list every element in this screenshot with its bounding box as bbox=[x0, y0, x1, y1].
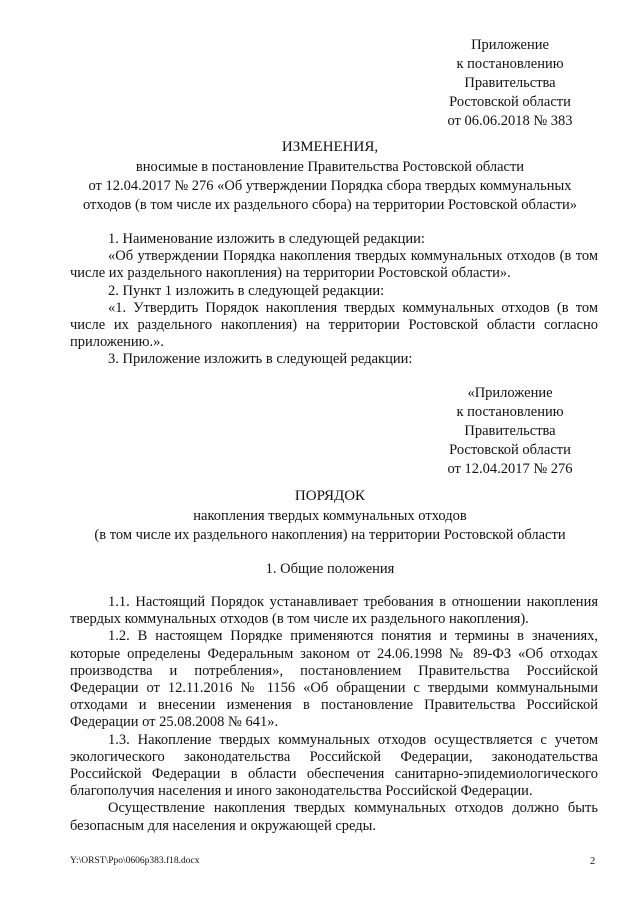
amendment-paragraph: 3. Приложение изложить в следующей редакции: bbox=[108, 351, 413, 368]
amendment-paragraph: 2. Пункт 1 изложить в следующей редакции: bbox=[108, 282, 385, 299]
changes-title bbox=[60, 138, 600, 215]
inner-appendix-header-line: к постановлению bbox=[456, 404, 564, 420]
amendment-paragraph: «Об утверждении Порядка накопления твердых коммунальных отходов (в том числе их раздельного накопления) на территории Ростовской области». bbox=[70, 248, 598, 282]
section-paragraph: 1.3. Накопление твердых коммунальных отходов осуществляется с учетом экологического законодательства Российской Федерации, законодательства Российской Федерации в области обеспечения санитарно-эпидемиологического благополучия населения и иного законодательства Российской Федерации. bbox=[70, 731, 598, 800]
section-title: 1. Общие положения bbox=[265, 561, 395, 577]
procedure-heading: ПОРЯДОК bbox=[294, 488, 366, 504]
section-paragraph: 1.2. В настоящем Порядке применяются понятия и термины в значениях, которые определены Федеральным законом от 24.06.1998 № 89-ФЗ «Об отходах производства и потребления», постановлением Правительства Российской Федерации от 12.11.2016 № 1156 «Об обращении с твердыми коммунальными отходами и внесении изменения в постановление Правительства Российской Федерации от 25.08.2008 № 641». bbox=[70, 628, 598, 731]
procedure-subtitle-line: накопления твердых коммунальных отходов bbox=[193, 508, 467, 524]
inner-appendix-header-line: Ростовской области bbox=[449, 442, 571, 458]
changes-subtitle-line: отходов (в том числе их раздельного сбора) на территории Ростовской области» bbox=[83, 197, 577, 213]
procedure-subtitle-line: (в том числе их раздельного накопления) на территории Ростовской области bbox=[94, 527, 566, 543]
footer-file-path: Y:\ORST\Ppo\0606p383.f18.docx bbox=[70, 856, 200, 866]
changes-heading: ИЗМЕНЕНИЯ, bbox=[281, 139, 379, 155]
inner-appendix-header bbox=[420, 384, 600, 479]
changes-subtitle-line: вносимые в постановление Правительства Ростовской области bbox=[135, 159, 525, 175]
page-number: 2 bbox=[590, 856, 596, 867]
section-paragraph: Осуществление накопления твердых коммунальных отходов должно быть безопасным для населения и окружающей среды. bbox=[70, 800, 598, 834]
procedure-title bbox=[60, 487, 600, 545]
amendments-list bbox=[70, 231, 598, 369]
appendix-header bbox=[420, 36, 600, 131]
inner-appendix-header-line: от 12.04.2017 № 276 bbox=[447, 461, 573, 477]
changes-subtitle-line: от 12.04.2017 № 276 «Об утверждении Порядка сбора твердых коммунальных bbox=[88, 178, 572, 194]
appendix-header-line: к постановлению bbox=[456, 56, 564, 72]
appendix-header-line: от 06.06.2018 № 383 bbox=[447, 113, 573, 129]
inner-appendix-header-line: «Приложение bbox=[467, 385, 553, 401]
section-paragraph: 1.1. Настоящий Порядок устанавливает требования в отношении накопления твердых коммунальных отходов (в том числе их раздельного накопления). bbox=[70, 594, 598, 628]
amendment-paragraph: «1. Утвердить Порядок накопления твердых коммунальных отходов (в том числе их раздельного накопления) на территории Ростовской области согласно приложению.». bbox=[70, 299, 598, 351]
appendix-header-line: Правительства bbox=[464, 75, 556, 91]
appendix-header-line: Приложение bbox=[471, 37, 549, 53]
section-body bbox=[70, 594, 598, 835]
appendix-header-line: Ростовской области bbox=[449, 94, 571, 110]
inner-appendix-header-line: Правительства bbox=[464, 423, 556, 439]
amendment-paragraph: 1. Наименование изложить в следующей редакции: bbox=[108, 231, 425, 247]
